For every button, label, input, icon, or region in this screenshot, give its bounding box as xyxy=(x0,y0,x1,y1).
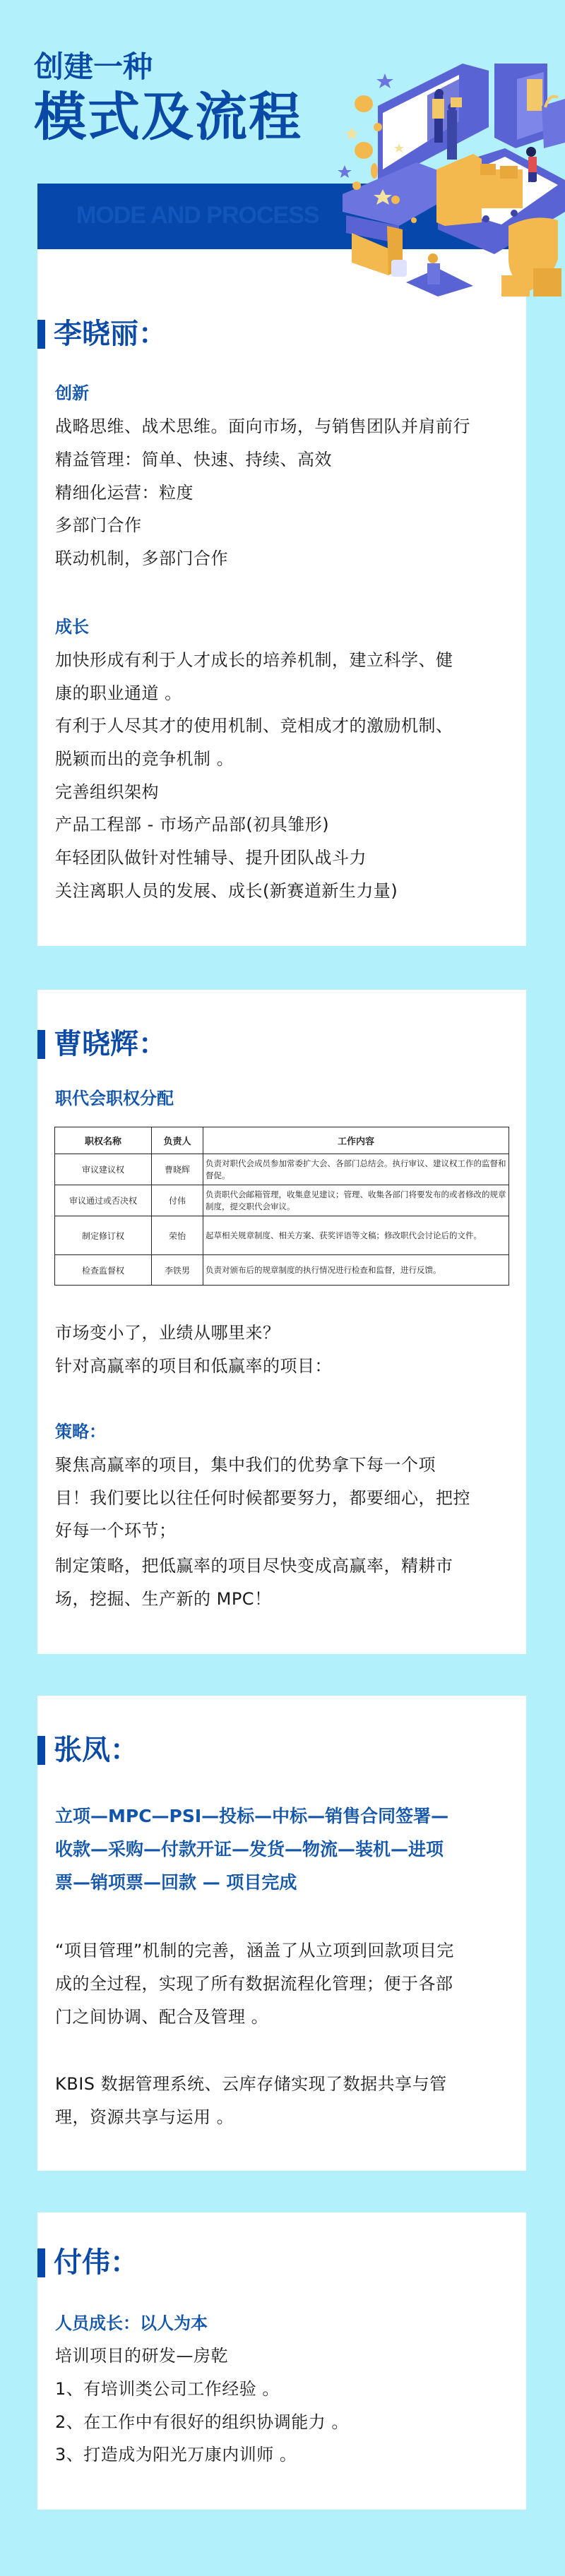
text-line: 康的职业通道 。 xyxy=(55,683,182,703)
process-flow-line: 票—销项票—回款 — 项目完成 xyxy=(55,1872,297,1893)
table-cell: 付伟 xyxy=(152,1185,203,1216)
text-line: 产品工程部 - 市场产品部(初具雏形) xyxy=(55,815,330,834)
table-cell: 曹晓辉 xyxy=(152,1154,203,1185)
text-line: 市场变小了，业绩从哪里来？ xyxy=(55,1323,280,1343)
table-cell: 负责对颁布后的规章制度的执行情况进行检查和监督，进行反馈。 xyxy=(203,1255,509,1286)
text-line: “项目管理”机制的完善，涵盖了从立项到回款项目完 xyxy=(55,1941,454,1960)
text-line: 好每一个环节； xyxy=(55,1521,177,1540)
text-line: 有利于人尽其才的使用机制、竞相成才的激励机制、 xyxy=(55,716,453,736)
subtitle-innovation: 创新 xyxy=(55,383,89,403)
table-title: 职代会职权分配 xyxy=(55,1089,174,1108)
text-line: 脱颖而出的竞争机制 。 xyxy=(55,749,234,769)
section-name: 李晓丽： xyxy=(54,318,167,350)
table-cell: 审议建议权 xyxy=(55,1154,152,1185)
table-row xyxy=(55,1255,509,1286)
table-header: 负责人 xyxy=(152,1127,203,1154)
text-line: KBIS 数据管理系统、云库存储实现了数据共享与管 xyxy=(55,2074,447,2094)
text-line: 多部门合作 xyxy=(55,515,142,535)
table-row xyxy=(55,1154,509,1185)
heading-accent-bar xyxy=(37,320,45,349)
text-line: 精益管理：简单、快速、持续、高效 xyxy=(55,450,332,469)
text-line: 加快形成有利于人才成长的培养机制，建立科学、健 xyxy=(55,650,453,670)
table-row xyxy=(55,1185,509,1216)
table-cell: 制定修订权 xyxy=(55,1216,152,1255)
section-heading xyxy=(37,1736,138,1765)
section-card-zhang-feng xyxy=(37,1696,526,2171)
authority-table xyxy=(54,1127,509,1286)
text-line: 培训项目的研发—房乾 xyxy=(55,2346,228,2366)
text-line: 成的全过程，实现了所有数据流程化管理；便于各部 xyxy=(55,1974,453,1994)
text-line: 完善组织架构 xyxy=(55,782,159,802)
header-title: 模式及流程 xyxy=(34,87,302,148)
text-line: 门之间协调、配合及管理 。 xyxy=(55,2007,269,2027)
section-card-li-xiaoli xyxy=(37,249,526,946)
subtitle-growth: 成长 xyxy=(55,617,89,637)
section-name: 付伟： xyxy=(54,2246,138,2279)
text-line: 场，挖掘、生产新的 MPC！ xyxy=(55,1589,272,1609)
process-flow-line: 收款—采购—付款开证—发货—物流—装机—进项 xyxy=(55,1839,444,1859)
section-heading xyxy=(37,320,167,349)
section-heading xyxy=(37,2248,138,2277)
section-name: 张凤： xyxy=(54,1734,138,1766)
section-name: 曹晓辉： xyxy=(54,1028,167,1060)
list-item: 1、有培训类公司工作经验 。 xyxy=(55,2379,280,2399)
text-line: 针对高赢率的项目和低赢率的项目： xyxy=(55,1356,332,1376)
list-item: 3、打造成为阳光万康内训师 。 xyxy=(55,2445,297,2464)
table-cell: 审议通过或否决权 xyxy=(55,1185,152,1216)
header-subtitle: 创建一种 xyxy=(34,49,153,84)
section-card-fu-wei xyxy=(37,2212,526,2510)
text-line: 聚焦高赢率的项目，集中我们的优势拿下每一个项 xyxy=(55,1455,436,1475)
heading-accent-bar xyxy=(37,2248,45,2277)
section-heading xyxy=(37,1030,167,1059)
text-line: 联动机制，多部门合作 xyxy=(55,549,228,568)
table-cell: 负责职代会邮箱管理，收集意见建议；管理、收集各部门将要发布的或者修改的规章制度，提交职代会审议。 xyxy=(203,1185,509,1216)
table-row xyxy=(55,1216,509,1255)
text-line: 理，资源共享与运用 。 xyxy=(55,2107,234,2127)
table-header: 工作内容 xyxy=(203,1127,509,1154)
text-line: 制定策略，把低赢率的项目尽快变成高赢率，精耕市 xyxy=(55,1556,453,1576)
ecommerce-illustration-icon xyxy=(332,64,565,296)
process-flow-line: 立项—MPC—PSI—投标—中标—销售合同签署— xyxy=(55,1806,449,1826)
table-cell: 起草相关规章制度、相关方案、获奖评语等文稿；修改职代会讨论后的文件。 xyxy=(203,1216,509,1255)
table-header: 职权名称 xyxy=(55,1127,152,1154)
heading-accent-bar xyxy=(37,1736,45,1765)
subtitle-people-growth: 人员成长：以人为本 xyxy=(55,2313,208,2333)
strategy-title: 策略： xyxy=(55,1422,106,1442)
table-cell: 检查监督权 xyxy=(55,1255,152,1286)
banner-text: MODE AND PROCESS xyxy=(76,202,319,229)
text-line: 关注离职人员的发展、成长(新赛道新生力量) xyxy=(55,881,398,901)
list-item: 2、在工作中有很好的组织协调能力 。 xyxy=(55,2412,349,2432)
table-cell: 李铁男 xyxy=(152,1255,203,1286)
text-line: 精细化运营：粒度 xyxy=(55,483,194,503)
text-line: 年轻团队做针对性辅导、提升团队战斗力 xyxy=(55,848,367,868)
text-line: 目！我们要比以往任何时候都要努力，都要细心，把控 xyxy=(55,1488,470,1508)
heading-accent-bar xyxy=(37,1030,45,1059)
text-line: 战略思维、战术思维。面向市场，与销售团队并肩前行 xyxy=(55,417,470,436)
table-cell: 负责对职代会成员参加常委扩大会、各部门总结会。执行审议、建议权工作的监督和督促。 xyxy=(203,1154,509,1185)
section-card-cao-xiaohui xyxy=(37,990,526,1654)
table-cell: 荣怡 xyxy=(152,1216,203,1255)
